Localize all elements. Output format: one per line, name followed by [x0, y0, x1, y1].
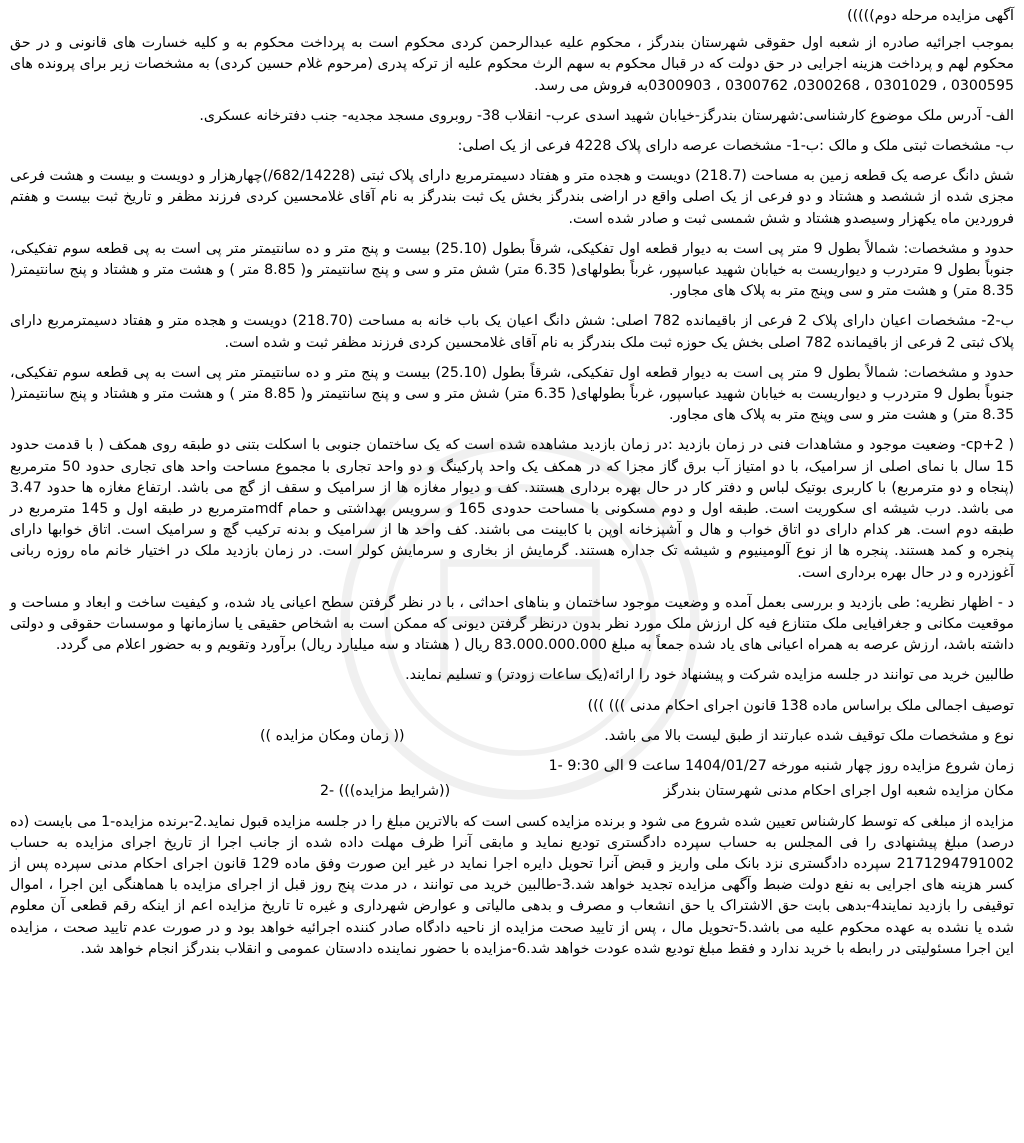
auction-notice: [10, 6, 1014, 960]
section-c-condition: ( cp+2- وضعیت موجود و مشاهدات فنی در زمان بازدید :در زمان بازدید مشاهده شده است که یک ساختمان جنوبی با اسکلت بتنی دو طبقه روی همکف ( با قدمت حدود 15 سال با نمای اصلی از سرامیک، با دو امتیاز آب برق گاز مجزا که در همکف یک واحد پارکینگ و دو واحد تجاری با مجموع مساحت واحد های تجاری حدود 50 مترمربع (پنجاه و دو مترمربع) با کاربری بوتیک لباس و دفتر کار در حال بهره برداری هستند. کف و دیوار مغازه ها از سرامیک و سقف از گچ می باشد. ارتفاع مغازه ها حدود 3.47 می باشد. درب شیشه ای سکوریت است. طبقه اول و دوم مسکونی با مساحت حدودی 165 و سرویس بهداشتی و حمام mdfمترمربع در طبقه اول و 145 مترمربع در طبقه دوم است. هر کدام دارای دو اتاق خواب و هال و آشپزخانه اوپن با کابینت می باشند. کف واحد ها از سرامیک و بدنه ترکیب گچ و سرامیک است. اتاق خوابها دارای پنجره و کمد هستند. پنجره ها از نوع آلومینیوم و شیشه تک جداره هستند. گرمایش از بخاری و سرمایش کولر است. در زمان بازدید ملک در اختیار خانم ماه روزه ربانی آغوزدره و در حال بهره برداری است.: [10, 437, 1014, 581]
section-b-heading: ب- مشخصات ثبتی ملک و مالک :ب-1- مشخصات عرصه دارای پلاک 4228 فرعی از یک اصلی:: [457, 138, 1014, 155]
section-b2-borders: حدود و مشخصات: شمالاً بطول 9 متر پی است به دیوار قطعه اول تفکیکی، شرقاً بطول (25.10) بیست و پنج متر و ده سانتیمتر متر پی است به پی قطعه سوم تفکیکی، جنوباً بطول 9 متردرب و دیواریست به خیابان شهید عباسپور، غرباً بطولهای( 6.35 متر) شش متر و سی و پنج سانتیمتر و( 8.85 متر ) و هشت متر و هشتاد و پنج سانتیمتر( 8.35 متر) و هشت متر و سی وپنج متر به پلاک های مجاور.: [10, 364, 1014, 424]
type-and-time-row: [10, 726, 1014, 747]
section-b1-borders: حدود و مشخصات: شمالاً بطول 9 متر پی است به دیوار قطعه اول تفکیکی، شرقاً بطول (25.10) بیست و پنج متر و ده سانتیمتر متر پی است به پی قطعه سوم تفکیکی، جنوباً بطول 9 متردرب و دیواریست به خیابان شهید عباسپور، غرباً بطولهای( 6.35 متر) شش متر و سی و پنج سانتیمتر و( 8.85 متر ) و هشت متر و هشتاد و پنج سانتیمتر( 8.35 متر) و هشت متر و سی وپنج متر به پلاک های مجاور.: [10, 240, 1014, 300]
start-time-line: زمان شروع مزایده روز چهار شنبه مورخه 1404/01/27 ساعت 9 الی 9:30 -1: [548, 758, 1014, 775]
section-b1-body: شش دانگ عرصه یک قطعه زمین به مساحت (218.7) دویست و هجده متر و هفتاد دسیمترمربع دارای پلاک ثبتی (682/14228/)چهارهزار و دویست و بیست و هشت فرعی مجزی شده از ششصد و هشتاد و دو فرعی از یک اصلی واقع در اراضی بندرگز بخش یک ثبت بندرگز به نام آقای غلامحسین کردی فرزند مظفر و تاریخ ثبت بیست و هفتم فروردین ماه یکهزار وسیصدو هشتاد و شش شمسی ثبت و صادر شده است.: [10, 168, 1015, 227]
notice-title: آگهی مزایده مرحله دوم))))): [847, 8, 1014, 24]
intro-paragraph: بموجب اجرائیه صادره از شعبه اول حقوقی شهرستان بندرگز ، محکوم علیه عبدالرحمن کردی محکوم است به پرداخت محکوم به و کلیه خسارت های قانونی و در حق محکوم لهم و پرداخت هزینه اجرایی در حق دولت که در قبال محکوم به سهم الرث محکوم علیه از ترکه پدری (مرحوم غلام حسین کردی) به مشخصات زیر برای پرونده های 0300595 ، 0301029 ، 0300268، 0300762 ، 0300903به فروش می رسد.: [10, 35, 1014, 94]
time-place-heading: (( زمان ومکان مزایده )): [260, 727, 405, 744]
section-d-opinion: د - اظهار نظریه: طی بازدید و بررسی بعمل آمده و وضعیت موجود ساختمان و بناهای احداثی ، با در نظر گرفتن سطح اعیانی یاد شده، و کیفیت ساخت و ابعاد و مساحت و موقعیت مکانی و جغرافیایی ملک متنازع فیه کل ارزش ملک مورد نظر بدون درنظر گرفتن دیونی که ممکن است به اشخاص حقیقی یا سازمانها و موسسات حقوقی و دولتی داشته باشد، ارزش عرصه به همراه اعیانی های یاد شده جمعاً به مبلغ 83.000.000.000 ریال ( هشتاد و سه میلیارد ریال) برآورد وتقویم و به حضور اعلام می گردد.: [10, 594, 1014, 654]
place-and-conditions-row: [10, 781, 1014, 802]
buyers-note: طالبین خرید می توانند در جلسه مزایده شرکت و پیشنهاد خود را ارائه(یک ساعات زودتر) و تسلیم نمایند.: [405, 667, 1014, 684]
section-a-address: الف- آدرس ملک موضوع کارشناسی:شهرستان بندرگز-خیابان شهید اسدی عرب- انقلاب 38- روبروی مسجد مجدیه- جنب دفترخانه عسکری.: [199, 107, 1014, 124]
section-b2-body: ب-2- مشخصات اعیان دارای پلاک 2 فرعی از باقیمانده 782 اصلی: شش دانگ اعیان یک باب خانه به مساحت (218.70) دویست و هجده متر و هفتاد دسیمترمربع دارای پلاک ثبتی 2 فرعی از باقیمانده 782 اصلی بخش یک حوزه ثبت ملک بندرگز به نام آقای غلامحسین کردی فرزند مظفر ثبت و شده است.: [10, 313, 1015, 351]
conditions-heading: ((شرایط مزایده))) -2: [320, 783, 451, 800]
conditions-body: مزایده از مبلغی که توسط کارشناس تعیین شده شروع می شود و برنده مزایده کسی است که بالاترین مبلغ را در جلسه مزایده قبول نماید.2-برنده مزایده-1 می بایست (ده درصد) مبلغ پیشنهادی را فی المجلس به حساب سپرده دادگستری تودیع نماید و مابقی آنرا ظرف مهلت داده شده از جانب اجرا از تاریخ اجرای مزایده به حساب 2171294791002 سپرده دادگستری نزد بانک ملی واریز و قبض آنرا تحویل دایره اجرا نماید در غیر این صورت وفق ماده 129 قانون اجرای احکام مدنی سپرده پس از کسر هزینه های اجرایی به نفع دولت ضبط وآگهی مزایده تجدید خواهد شد.3-طالبین خرید می توانند ، در مدت پنج روز قبل از اجرای مزایده با هماهنگی این اجرا ، اموال توقیفی را بازدید نمایند4-بدهی بابت حق الاشتراک یا حق انشعاب و مصرف و بدهی مالیاتی و عوارض شهرداری و غیره تا تاریخ مزایده اعم از اینکه رقم قطعی آن معلوم شده یا نشده به عهده محکوم علیه می باشد.5-تحویل مال ، پس از تایید صحت مزایده از ناحیه دادگاه صادر کننده اجرائیه خواهد بود و در صورت عدم تایید صحت ، مزایده این اجرا مسئولیتی در رابطه با خرید ندارد و فقط مبلغ تودیع شده عودت خواهد شد.6-مزایده با حضور نماینده دادستان عمومی و انقلاب بندرگز انجام خواهد شد.: [10, 813, 1015, 957]
summary-description: توصیف اجمالی ملک براساس ماده 138 قانون اجرای احکام مدنی ))) ))): [587, 697, 1014, 714]
type-line: نوع و مشخصات ملک توقیف شده عبارتند از طبق لیست بالا می باشد.: [604, 727, 1014, 744]
place-line: مکان مزایده شعبه اول اجرای احکام مدنی شهرستان بندرگز: [663, 783, 1014, 800]
